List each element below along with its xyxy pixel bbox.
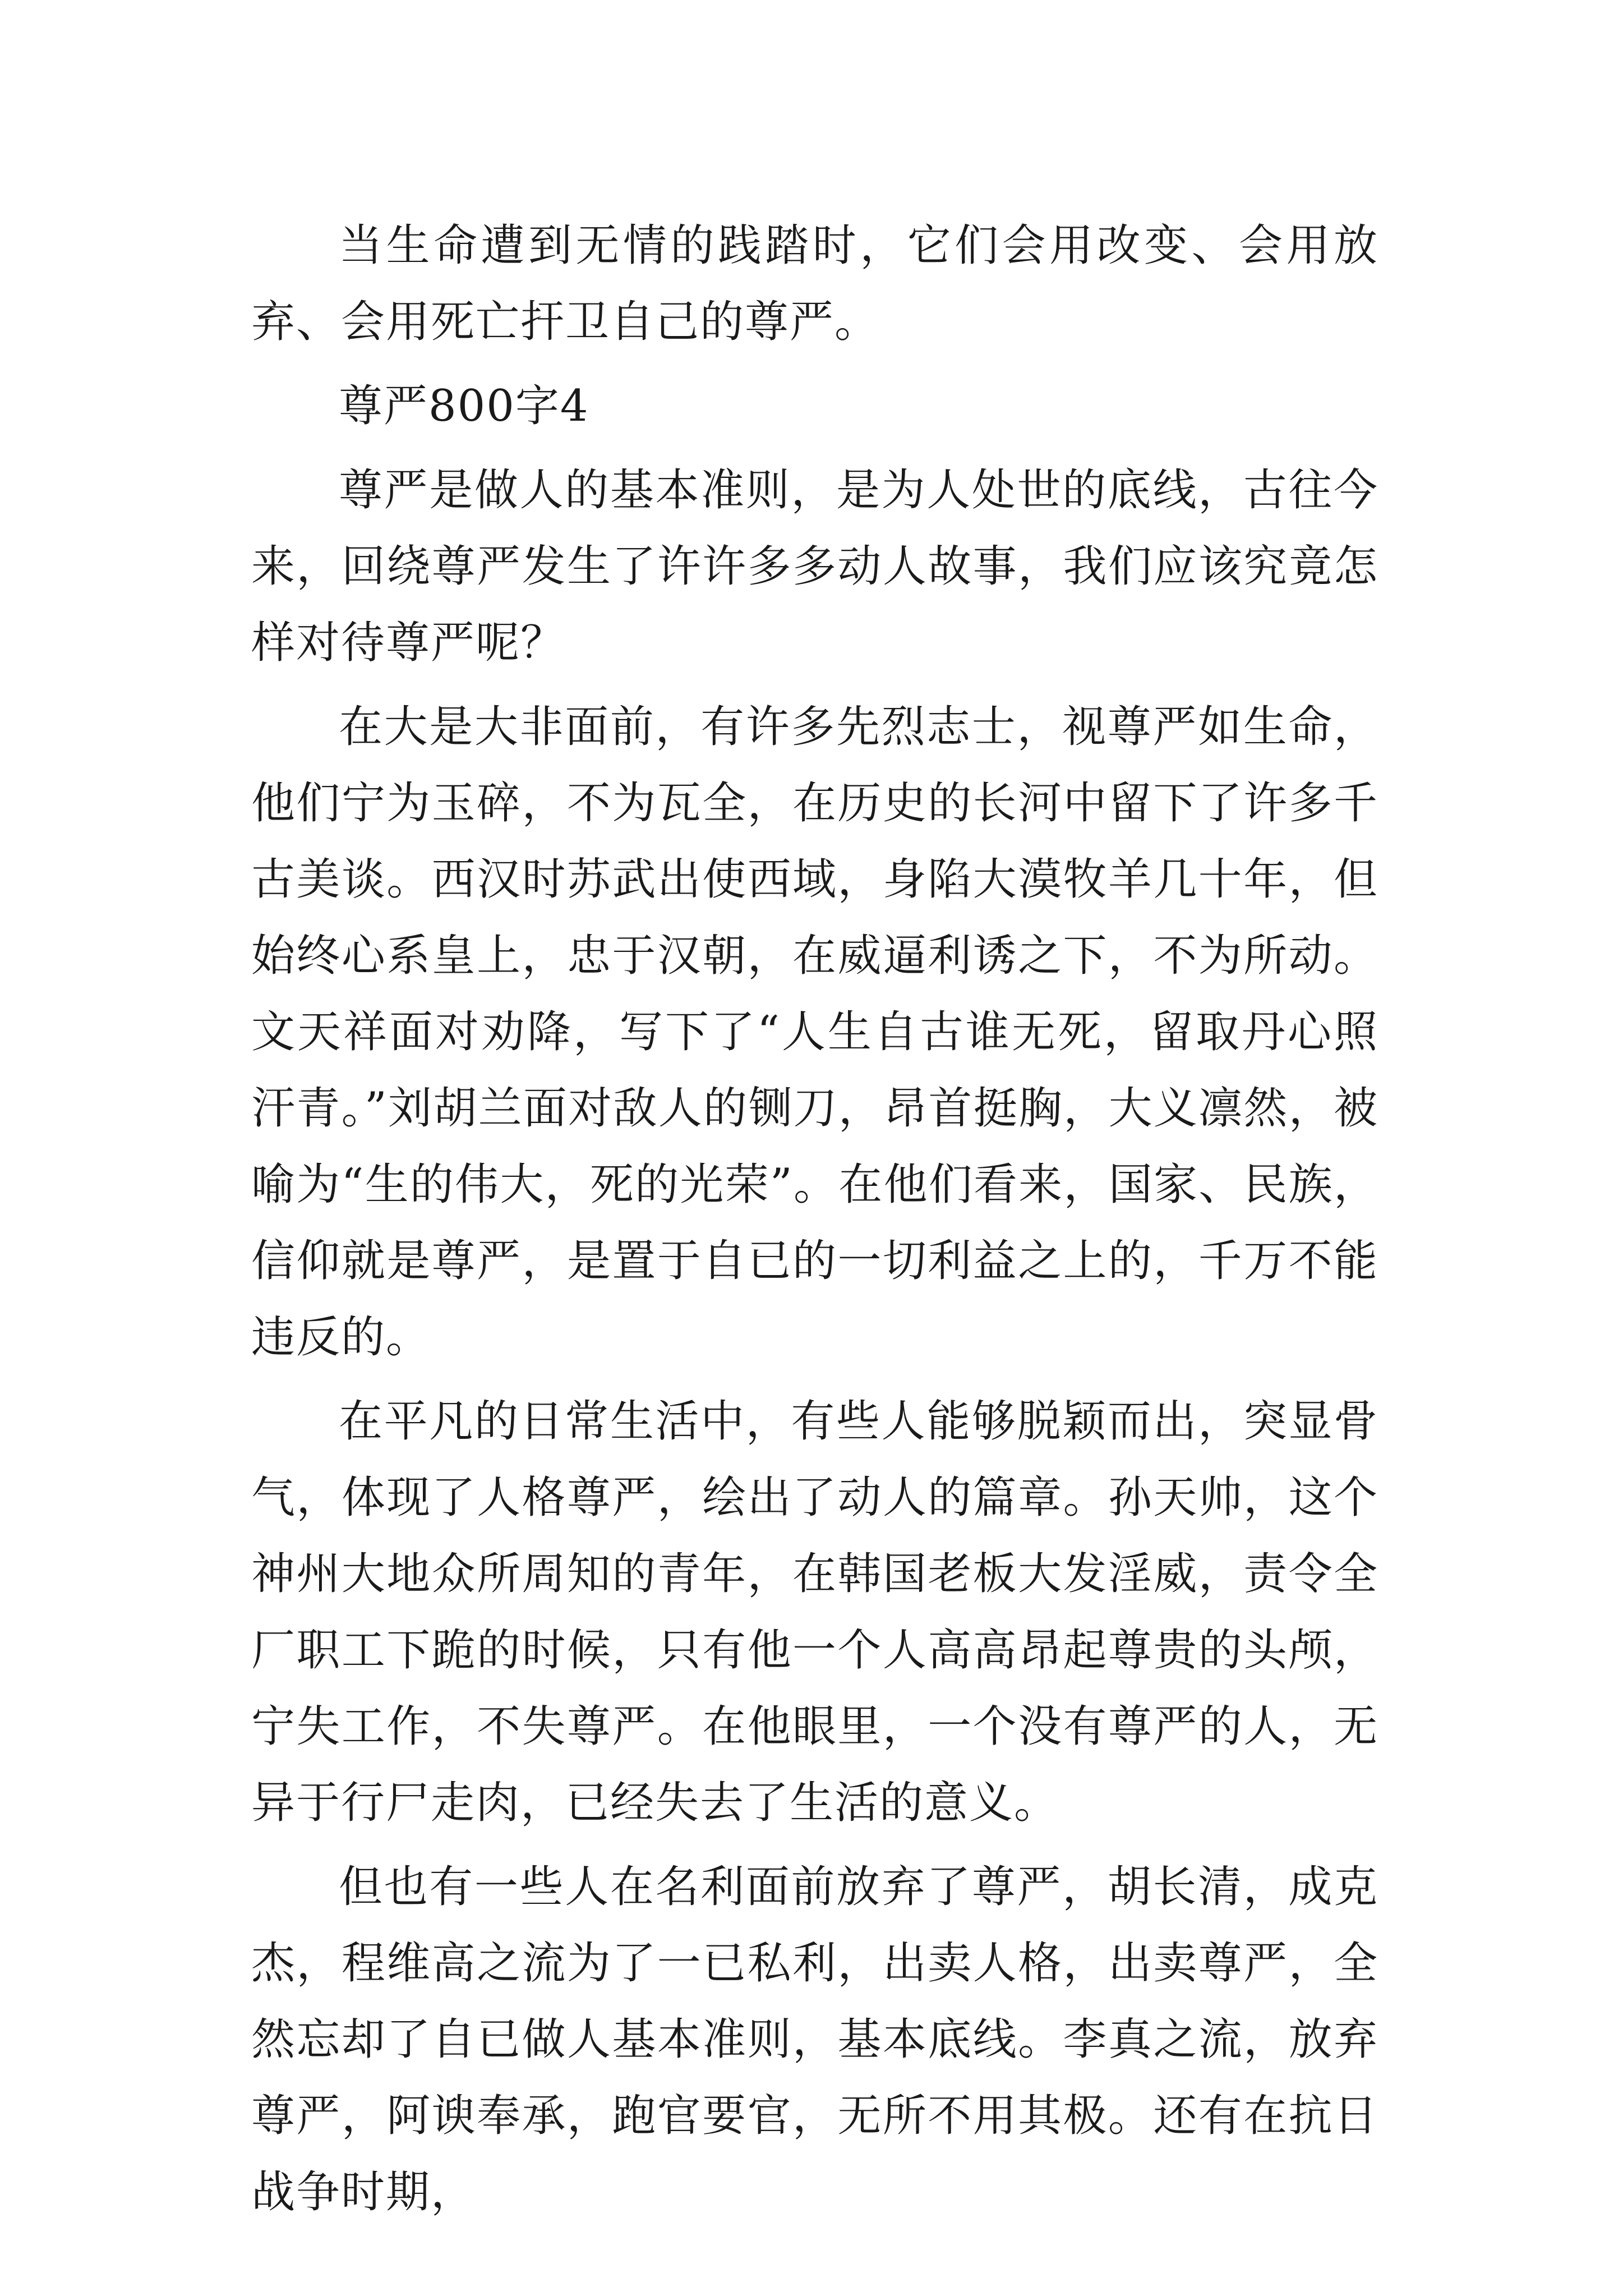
section-heading: 尊严800字4 — [339, 381, 589, 431]
paragraph-3: 在大是大非面前，有许多先烈志士，视尊严如生命，他们宁为玉碎，不为瓦全，在历史的长河中留下了许多千古美谈。西汉时苏武出使西域，身陷大漠牧羊几十年，但始终心系皇上，忠于汉朝，在威逼利诱之下，不为所动。文天祥面对劝降，写下了“人生自古谁无死，留取丹心照汗青。”刘胡兰面对敌人的铡刀，昂首挺胸，大义凛然，被喻为“生的伟大，死的光荣”。在他们看来，国家、民族，信仰就是尊严，是置于自已的一切利益之上的，千万不能违反的。 — [251, 702, 1378, 1363]
paragraph-2: 尊严是做人的基本准则，是为人处世的底线，古往今来，回绕尊严发生了许许多多动人故事，我们应该究竟怎样对待尊严呢？ — [251, 465, 1378, 668]
paragraph-4: 在平凡的日常生活中，有些人能够脱颖而出，突显骨气，体现了人格尊严，绘出了动人的篇章。孙天帅，这个神州大地众所周知的青年，在韩国老板大发淫威，责令全厂职工下跪的时候，只有他一个人高高昂起尊贵的头颅，宁失工作，不失尊严。在他眼里，一个没有尊严的人，无异于行尸走肉，已经失去了生活的意义。 — [251, 1396, 1378, 1828]
paragraph-5: 但也有一些人在名利面前放弃了尊严，胡长清，成克杰，程维高之流为了一已私利，出卖人格，出卖尊严，全然忘却了自已做人基本准则，基本底线。李真之流，放弃尊严，阿谀奉承，跑官要官，无所不用其极。还有在抗日战争时期， — [251, 1862, 1378, 2217]
body-text — [251, 208, 1378, 2238]
paragraph-1: 当生命遭到无情的践踏时，它们会用改变、会用放弃、会用死亡扞卫自己的尊严。 — [251, 220, 1378, 347]
